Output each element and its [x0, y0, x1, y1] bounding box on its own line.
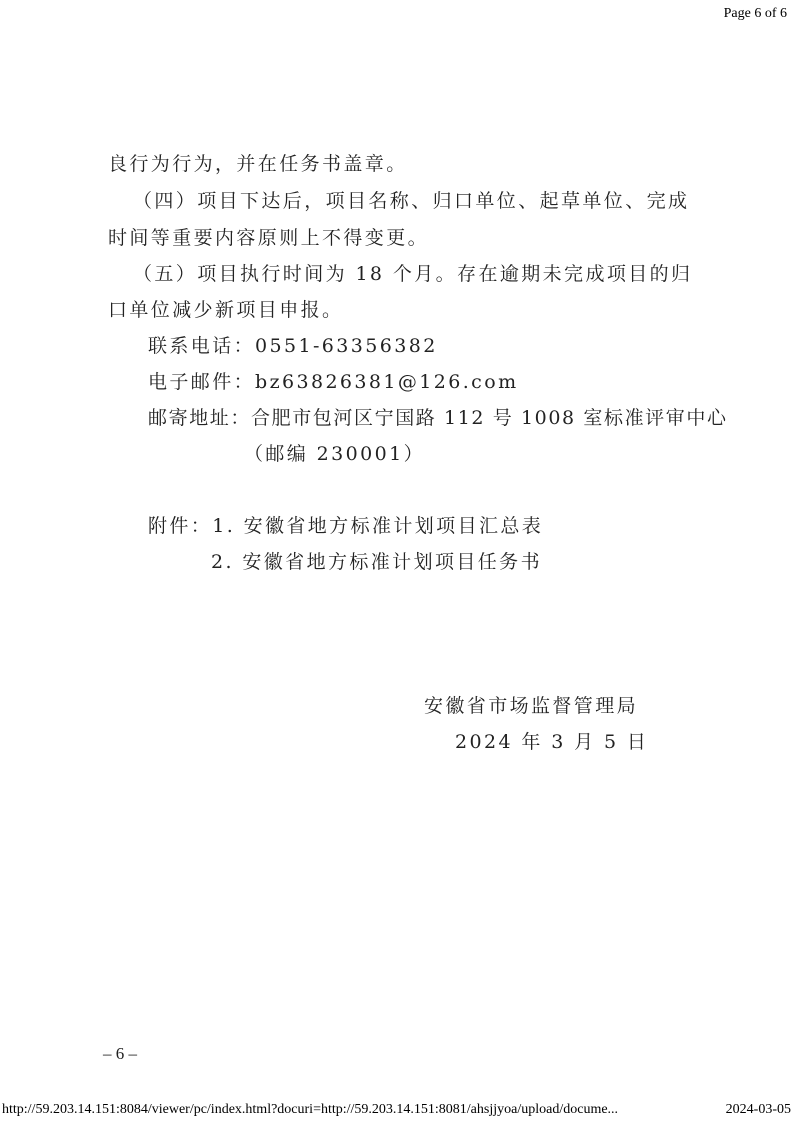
paragraph-line-1: 良行为行为，并在任务书盖章。	[108, 153, 408, 175]
paragraph-four-line-1: （四）项目下达后，项目名称、归口单位、起草单位、完成	[133, 190, 690, 212]
page-number: – 6 –	[103, 1044, 137, 1063]
contact-postcode: （邮编 230001）	[244, 443, 425, 465]
footer-date: 2024-03-05	[725, 1102, 791, 1117]
contact-phone: 联系电话：0551-63356382	[148, 335, 438, 357]
footer-url: http://59.203.14.151:8084/viewer/pc/index.html?docuri=http://59.203.14.151:8081/ahsjjyoa/upload/docume...	[2, 1102, 619, 1117]
attachment-item-2: 2. 安徽省地方标准计划项目任务书	[211, 551, 542, 573]
issue-date: 2024 年 3 月 5 日	[455, 731, 649, 753]
paragraph-four-line-2: 时间等重要内容原则上不得变更。	[108, 227, 430, 249]
paragraph-five-line-1: （五）项目执行时间为 18 个月。存在逾期未完成项目的归	[133, 263, 693, 285]
contact-email: 电子邮件：bz63826381@126.com	[148, 371, 519, 393]
attachment-item-1: 附件：1. 安徽省地方标准计划项目汇总表	[148, 515, 544, 537]
paragraph-five-line-2: 口单位减少新项目申报。	[108, 299, 344, 321]
page-indicator: Page 6 of 6	[723, 6, 787, 21]
contact-address: 邮寄地址：合肥市包河区宁国路 112 号 1008 室标准评审中心	[148, 407, 728, 429]
issuer-name: 安徽省市场监督管理局	[424, 695, 639, 717]
